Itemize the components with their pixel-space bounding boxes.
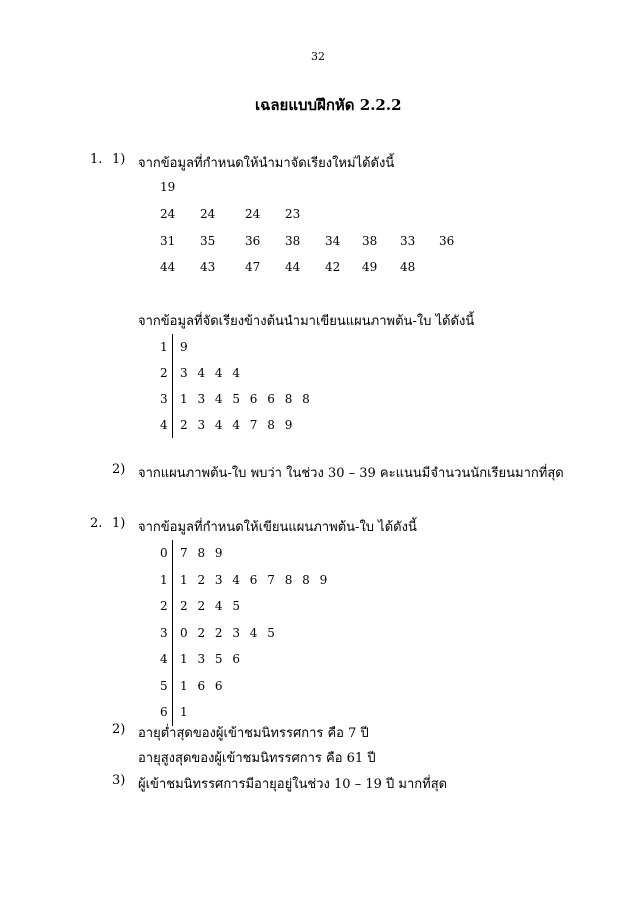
data-value: 35 — [200, 234, 216, 248]
leaf-values: 1 3 5 6 — [180, 652, 240, 666]
q2-part3-text: ผู้เข้าชมนิทรรศการมีอายุอยู่ในช่วง 10 – 19 ปี มากที่สุด — [138, 777, 448, 792]
data-value: 19 — [160, 180, 176, 194]
stem-value: 1 — [160, 572, 168, 587]
leaf-values: 2 2 4 5 — [180, 599, 240, 613]
data-value: 23 — [285, 207, 301, 221]
stem-value: 3 — [160, 392, 168, 406]
q2-part1-intro: จากข้อมูลที่กำหนดให้เขียนแผนภาพต้น-ใบ ได้ดังนี้ — [138, 520, 417, 535]
data-value: 44 — [160, 260, 176, 274]
data-value: 36 — [245, 234, 261, 248]
leaf-values: 2 3 4 4 7 8 9 — [180, 418, 293, 432]
stem-value: 4 — [160, 418, 168, 432]
q1-part1-intro: จากข้อมูลที่กำหนดให้นำมาจัดเรียงใหม่ได้ดังนี้ — [138, 156, 395, 171]
q1-number: 1. — [90, 152, 103, 167]
q1-part2-label: 2) — [112, 462, 126, 477]
stem-value: 2 — [160, 599, 168, 613]
q2-part3-label: 3) — [112, 773, 126, 788]
leaf-values: 9 — [180, 340, 188, 354]
stem-value: 3 — [160, 625, 168, 640]
data-value: 31 — [160, 234, 176, 248]
leaf-values: 3 4 4 4 — [180, 366, 240, 380]
q2-part2-line1: อายุต่ำสุดของผู้เข้าชมนิทรรศการ คือ 7 ปี — [138, 726, 369, 741]
stem-value: 2 — [160, 366, 168, 380]
q2-number: 2. — [90, 516, 103, 531]
stem-leaf-divider — [172, 334, 173, 438]
data-value: 24 — [245, 207, 261, 221]
data-value: 24 — [160, 207, 176, 221]
stem-leaf-divider — [172, 540, 173, 726]
data-value: 33 — [400, 234, 416, 248]
leaf-values: 0 2 2 3 4 5 — [180, 625, 275, 640]
data-value: 38 — [285, 234, 301, 248]
leaf-values: 7 8 9 — [180, 546, 223, 560]
data-value: 38 — [362, 234, 378, 248]
page-number: 32 — [311, 50, 325, 63]
data-value: 43 — [200, 260, 216, 274]
data-value: 49 — [362, 260, 378, 274]
data-value: 42 — [325, 260, 341, 274]
data-value: 34 — [325, 234, 341, 248]
page-title: เฉลยแบบฝึกหัด 2.2.2 — [255, 96, 402, 114]
data-value: 48 — [400, 260, 416, 274]
leaf-values: 1 — [180, 705, 188, 719]
stem-value: 1 — [160, 340, 168, 354]
data-value: 36 — [439, 234, 455, 248]
data-value: 44 — [285, 260, 301, 274]
q1-part2-text: จากแผนภาพต้น-ใบ พบว่า ในช่วง 30 – 39 คะแนนมีจำนวนนักเรียนมากที่สุด — [138, 466, 564, 481]
q1-part1-label: 1) — [112, 152, 126, 167]
q1-part1-intro2: จากข้อมูลที่จัดเรียงข้างต้นนำมาเขียนแผนภาพต้น-ใบ ได้ดังนี้ — [138, 314, 475, 329]
q2-part1-label: 1) — [112, 516, 126, 531]
leaf-values: 1 6 6 — [180, 678, 223, 693]
data-value: 47 — [245, 260, 261, 274]
q2-part2-label: 2) — [112, 722, 126, 737]
stem-value: 5 — [160, 678, 168, 693]
data-value: 24 — [200, 207, 216, 221]
stem-value: 6 — [160, 705, 168, 719]
leaf-values: 1 3 4 5 6 6 8 8 — [180, 392, 310, 406]
q2-part2-line2: อายุสูงสุดของผู้เข้าชมนิทรรศการ คือ 61 ปี — [138, 751, 376, 766]
stem-value: 0 — [160, 546, 168, 560]
leaf-values: 1 2 3 4 6 7 8 8 9 — [180, 572, 328, 587]
stem-value: 4 — [160, 652, 168, 666]
